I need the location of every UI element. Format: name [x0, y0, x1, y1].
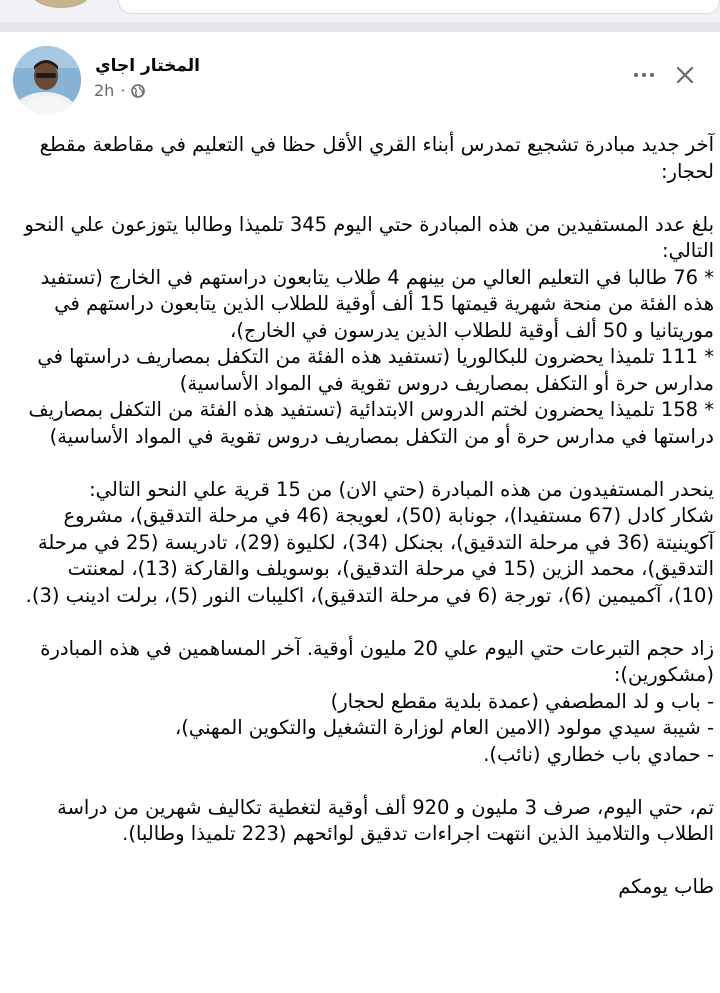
post-card: [0, 32, 720, 993]
feed-separator: [0, 22, 720, 32]
contributor-item: - شيبة سيدي مولود (الامين العام لوزارة التشغيل والتكوين المهني)،: [174, 716, 714, 739]
beneficiaries-summary: بلغ عدد المستفيدين من هذه المبادرة حتي اليوم 345 تلميذا وطالبا يتوزعون علي النحو التالي:: [24, 212, 714, 262]
baccalaureate-students-item: * 111 تلميذا يحضرون للبكالوريا (تستفيد هذه الفئة من التكفل بمصاريف دراستها في مدارس حرة أو التكفل بمصاريف دروس تقوية في المواد الأساسية): [37, 345, 714, 395]
close-icon[interactable]: [672, 62, 698, 88]
author-avatar[interactable]: [13, 46, 81, 114]
user-avatar-thumbnail[interactable]: [32, 0, 90, 8]
primary-students-item: * 158 تلميذا يحضرون لختم الدروس الابتدائية (تستفيد هذه الفئة من التكفل بمصاريف دراستها في مدارس حرة أو من التكفل بمصاريف دروس تقوية في المواد الأساسية): [28, 398, 714, 448]
more-icon[interactable]: [628, 62, 660, 88]
villages-heading: ينحدر المستفيدون من هذه المبادرة (حتي الان) من 15 قرية علي النحو التالي:: [89, 477, 714, 501]
villages-list: شكار كادل (67 مستفيدا)، جونابة (50)، لعويجة (46 في مرحلة التدقيق)، مشروع آكوينيتة (36 في مرحلة التدقيق)، بجنكل (34)، لكليوة (29)، تادريسة (25 في مرحلة التدقيق)، محمد الزين (15 في مرحلة التدقيق)، بوسويلف والقاركة (13)، لمعنتت (10)، آكميمين (6)، تورجة (6 في مرحلة التدقيق)، اكليبات النور (5)، برلت ادينب (3).: [25, 504, 714, 607]
post-meta: [94, 80, 145, 100]
university-students-item: * 76 طالبا في التعليم العالي من بينهم 4 طلاب يتابعون دراستهم في الخارج (تستفيد هذه الفئة من منحة شهرية قيمتها 15 ألف أوقية للطلاب الذين يتابعون دراستهم في موريتانيا و 50 ألف أوقية للطلاب الذين يدرسون في الخارج)،: [40, 265, 714, 342]
contributor-item: - حمادي باب خطاري (نائب).: [483, 742, 714, 766]
intro-line: آخر جديد مبادرة تشجيع تمدرس أبناء القري الأقل حظا في التعليم في مقاطعة مقطع لحجار:: [39, 133, 714, 183]
globe-icon: [131, 83, 145, 97]
previous-post-bar: [0, 0, 720, 22]
post-time[interactable]: 2h: [94, 80, 115, 100]
post-body: [24, 132, 714, 901]
spending-paragraph: تم، حتي اليوم، صرف 3 مليون و 920 ألف أوقية لتغطية تكاليف شهرين من دراسة الطلاب والتلاميذ الذين انتهت اجراءات تدقيق لوائحهم (223 تلميذا وطالبا).: [57, 795, 714, 845]
author-name[interactable]: المختار اجاي: [95, 56, 200, 76]
closing-line: طاب يومكم: [618, 875, 714, 898]
contributor-item: - باب و لد المطصفي (عمدة بلدية مقطع لحجار): [330, 689, 714, 713]
comment-input-edge[interactable]: [118, 0, 720, 14]
donations-summary: زاد حجم التبرعات حتي اليوم علي 20 مليون أوقية. آخر المساهمين في هذه المبادرة (مشكورين):: [40, 636, 714, 686]
meta-separator: ·: [120, 80, 126, 100]
